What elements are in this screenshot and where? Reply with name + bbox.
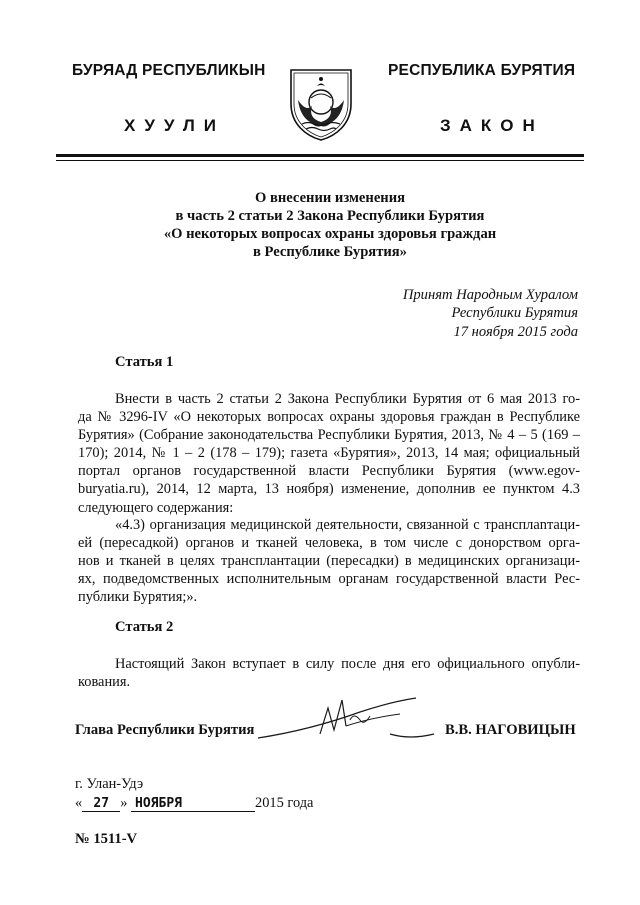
text-line: buryatia.ru), 2014, 12 марта, 13 ноября) изменение, дополнив ее пунктом 4.3	[78, 481, 580, 498]
signatory-name: В.В. НАГОВИЦЫН	[445, 722, 576, 738]
signatory-position: Глава Республики Бурятия	[75, 722, 255, 738]
law-number: № 1511-V	[75, 831, 138, 847]
date-year: 2015 года	[255, 795, 314, 811]
coat-of-arms-buryatia-icon	[288, 64, 354, 142]
adoption-line: Республики Бурятия	[451, 305, 578, 322]
law-title-line: «О некоторых вопросах охраны здоровья граждан	[163, 226, 497, 242]
adoption-line: Принят Народным Хуралом	[402, 287, 578, 303]
text-line: 170); 2014, № 1 – 2 (178 – 179); газета «Бурятия», 2013, 14 мая; официальный	[78, 445, 580, 462]
adoption-note	[330, 286, 578, 341]
date-month: НОЯБРЯ	[135, 796, 182, 811]
law-title-line: в часть 2 статьи 2 Закона Республики Бурятия	[175, 208, 485, 224]
article-1-paragraph-2	[78, 516, 580, 606]
text-line: да № 3296-IV «О некоторых вопросах охраны здоровья граждан в Республике	[78, 409, 580, 426]
text-line: портал органов государственной власти Республики Бурятия (www.egov-	[78, 463, 580, 480]
text-line: ях, подведомственных исполнительным органам государственной власти Рес-	[78, 571, 580, 588]
header-divider-thick	[56, 154, 584, 157]
text-line: Настоящий Закон вступает в силу после дня его официального опубли-	[115, 656, 580, 672]
text-line: нов и тканей в целях трансплантации (пересадки) в медицинских организаци-	[78, 553, 580, 570]
date-open-quote: «	[75, 795, 83, 811]
header-left-title: БУРЯАД РЕСПУБЛИКЫН	[72, 62, 266, 79]
date-day: 27	[93, 796, 110, 811]
text-line: ей (пересадкой) органов и тканей человека, в том числе с донорством орга-	[78, 535, 580, 552]
article-1-paragraph-1	[78, 390, 580, 517]
header-right-title: РЕСПУБЛИКА БУРЯТИЯ	[388, 62, 576, 79]
handwritten-signature-icon	[250, 690, 440, 746]
article-1-heading: Статья 1	[115, 354, 174, 370]
adoption-date: 17 ноября 2015 года	[453, 323, 578, 340]
text-line: следующего содержания:	[78, 499, 234, 516]
law-title-line: О внесении изменения	[254, 190, 406, 206]
law-title	[80, 189, 580, 261]
article-2-heading: Статья 2	[115, 619, 174, 635]
law-title-line: в Республике Бурятия»	[253, 244, 407, 260]
signing-date	[75, 795, 313, 812]
header-left-doc-type: ХУУЛИ	[124, 116, 225, 135]
header-right-doc-type: ЗАКОН	[440, 116, 544, 135]
text-line: кования.	[78, 674, 131, 691]
article-2-paragraph-1	[78, 655, 580, 691]
date-close-quote: »	[120, 795, 128, 811]
text-line: публики Бурятия;».	[78, 589, 198, 606]
header-divider-thin	[56, 160, 584, 161]
place-of-signing: г. Улан-Удэ	[75, 776, 144, 792]
text-line: Внести в часть 2 статьи 2 Закона Республики Бурятия от 6 мая 2013 го-	[115, 391, 580, 407]
text-line: Бурятия» (Собрание законодательства Республики Бурятия, 2013, № 4 – 5 (169 –	[78, 427, 580, 444]
text-line: «4.3) организация медицинской деятельности, связанной с трансплanтаци-	[115, 517, 580, 533]
